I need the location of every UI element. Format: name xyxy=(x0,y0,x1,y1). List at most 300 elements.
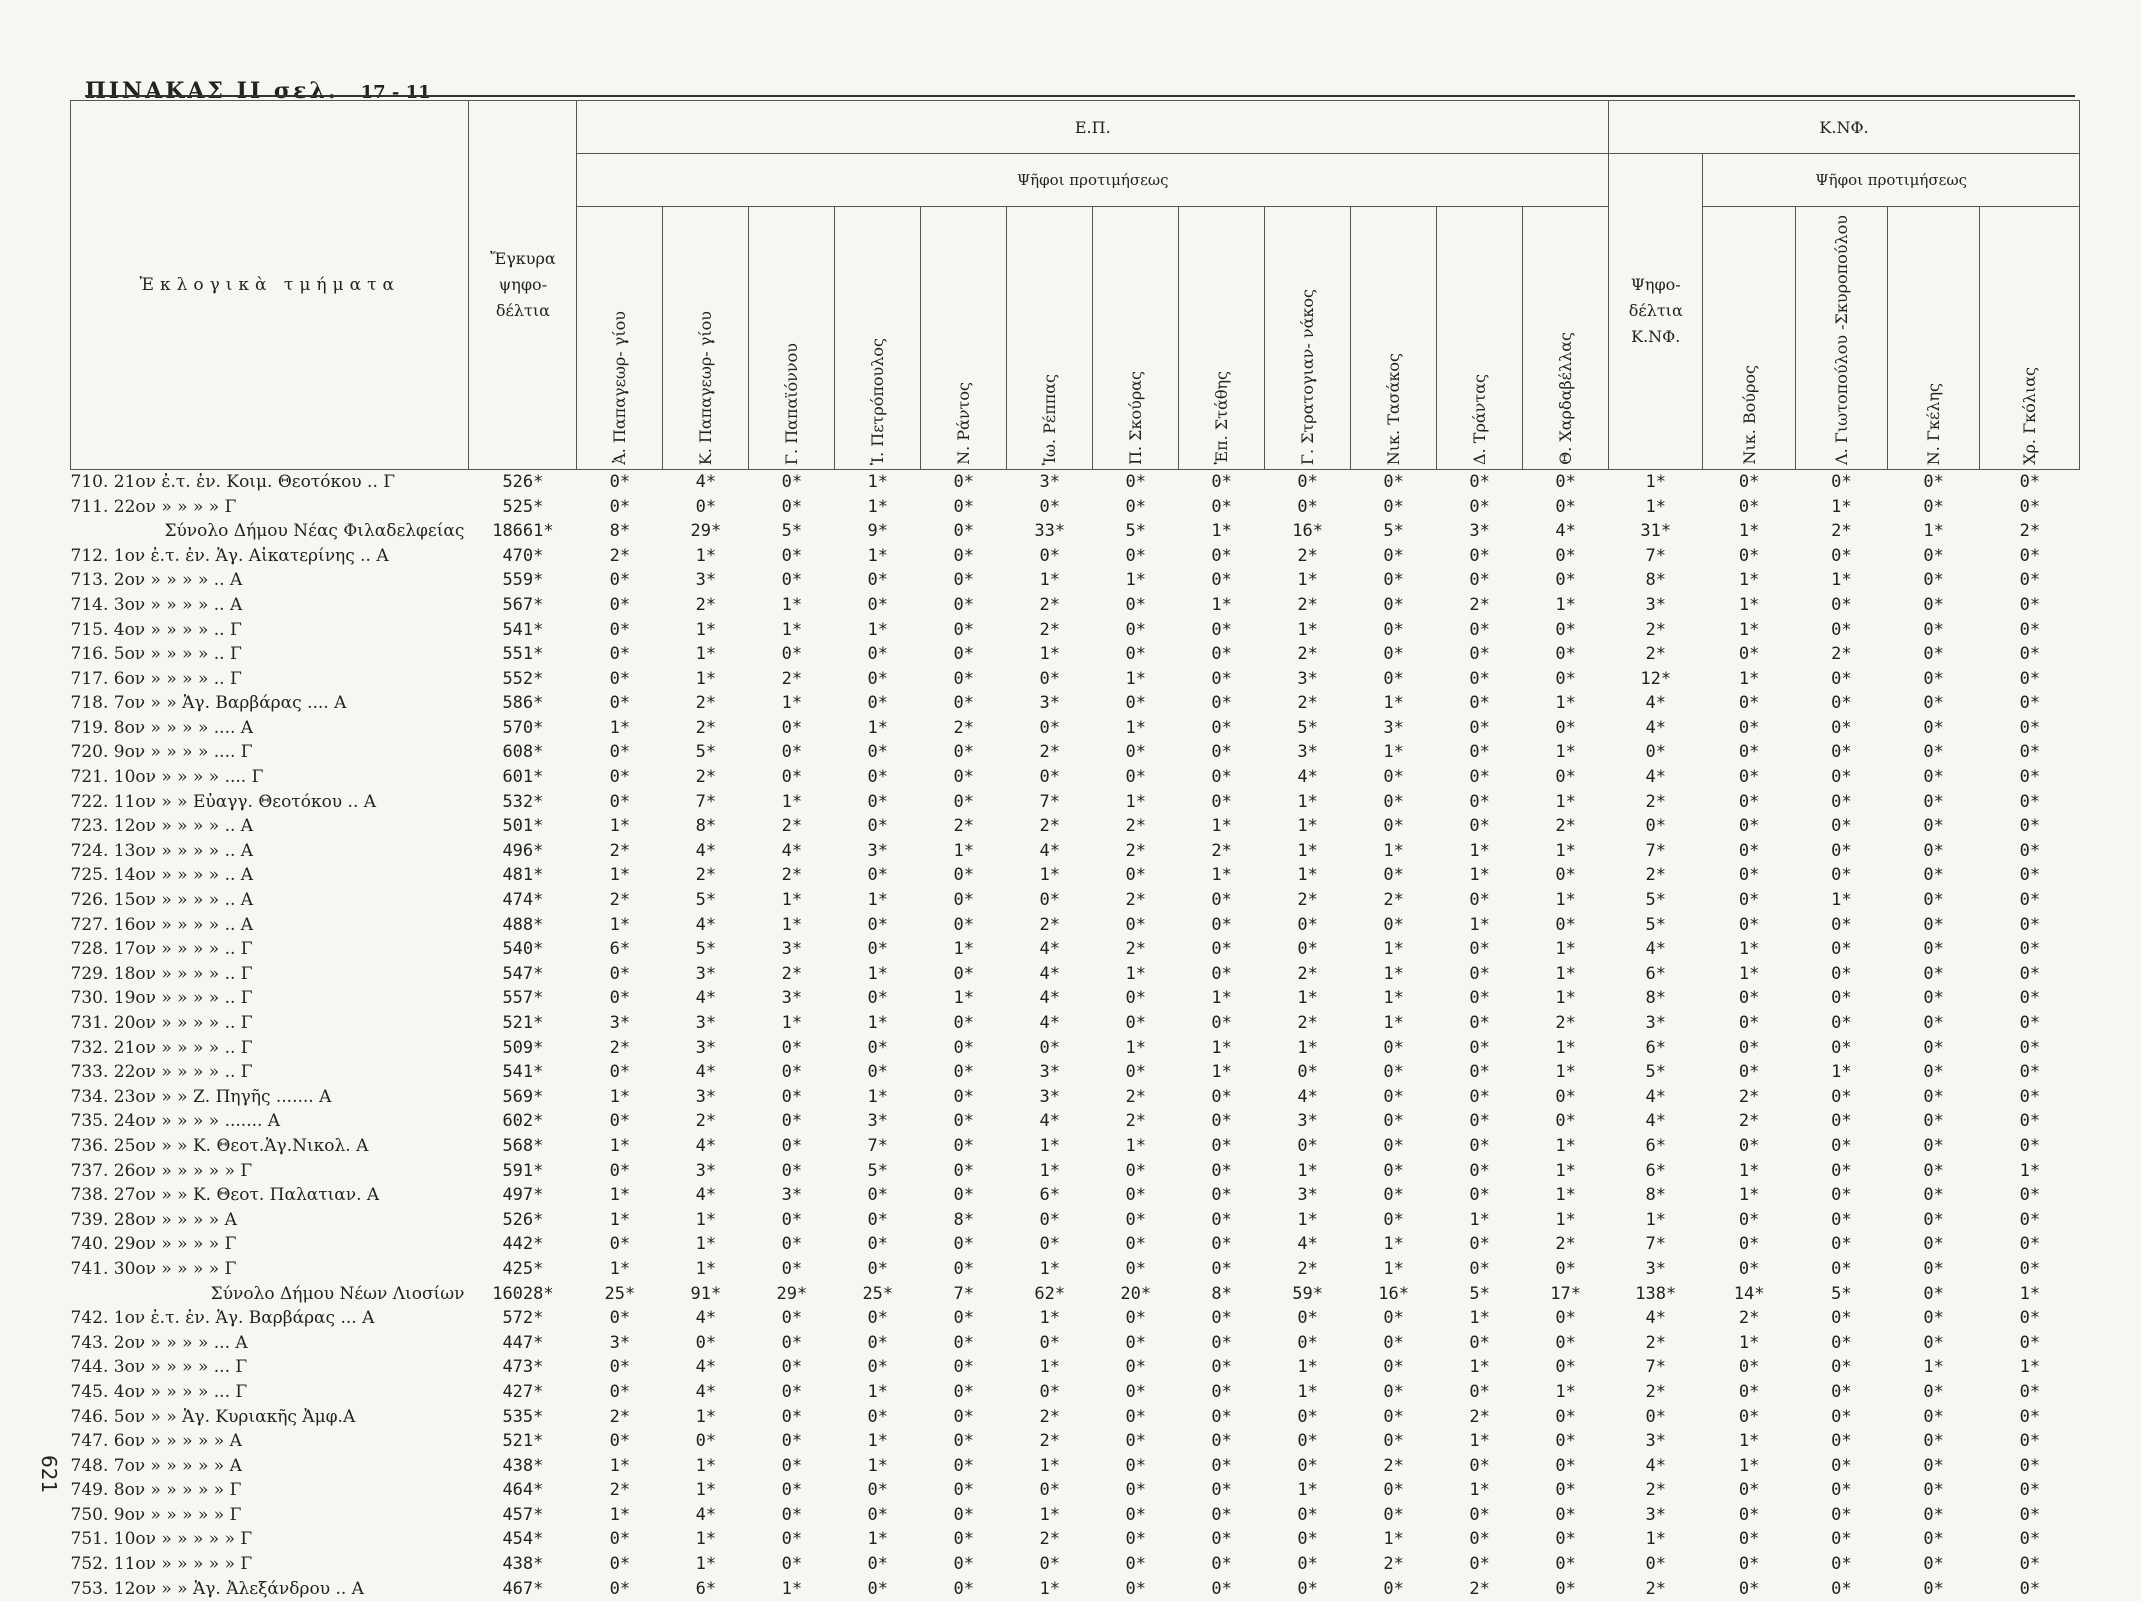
section-label: Σύνολο Δήμου Νέων Λιοσίων xyxy=(210,1283,465,1304)
vote-cell: 0* xyxy=(867,1209,889,1230)
table-row xyxy=(71,1109,2080,1134)
vote-cell: 1* xyxy=(867,1529,889,1550)
ep-candidate-header: Ἰ. Πετρόπουλος xyxy=(835,207,921,470)
vote-cell: 0* xyxy=(2019,1455,2041,1476)
kf-ballots-cell: 1* xyxy=(1645,1209,1667,1230)
vote-cell: 1* xyxy=(1297,865,1318,886)
vote-cell: 0* xyxy=(1738,1135,1760,1156)
vote-cell: 1* xyxy=(781,693,803,714)
vote-cell: 0* xyxy=(867,1554,889,1575)
table-row xyxy=(71,691,2080,716)
vote-cell: 0* xyxy=(1923,668,1944,689)
vote-cell: 1* xyxy=(1555,742,1576,763)
kf-ballots-cell: 3* xyxy=(1645,1258,1667,1279)
vote-cell: 0* xyxy=(1125,914,1146,935)
vote-cell: 0* xyxy=(867,767,889,788)
valid-ballots-cell: 525* xyxy=(502,496,544,517)
vote-cell: 0* xyxy=(1738,840,1760,861)
vote-cell: 1* xyxy=(781,619,803,640)
vote-cell: 0* xyxy=(1831,1111,1852,1132)
vote-cell: 0* xyxy=(867,865,889,886)
table-row xyxy=(71,937,2080,962)
kf-ballots-cell: 4* xyxy=(1645,767,1667,788)
vote-cell: 0* xyxy=(1923,1381,1944,1402)
vote-cell: 0* xyxy=(1831,914,1852,935)
vote-cell: 0* xyxy=(1923,816,1944,837)
vote-cell: 0* xyxy=(1383,791,1404,812)
section-label: 717. 6ον » » » » .. Γ xyxy=(70,668,242,689)
valid-ballots-cell: 601* xyxy=(502,767,544,788)
section-label: 747. 6ον » » » » » Α xyxy=(70,1431,242,1452)
subtotal-row xyxy=(71,519,2080,544)
section-label: 741. 30ον » » » » Γ xyxy=(70,1258,237,1279)
vote-cell: 0* xyxy=(781,1529,803,1550)
kf-ballots-cell: 31* xyxy=(1640,521,1672,542)
vote-cell: 0* xyxy=(1125,1013,1146,1034)
vote-cell: 1* xyxy=(867,619,889,640)
vote-cell: 0* xyxy=(1125,1258,1146,1279)
vote-cell: 0* xyxy=(1831,1037,1852,1058)
vote-cell: 0* xyxy=(1831,1357,1852,1378)
vote-cell: 0* xyxy=(1469,471,1490,492)
vote-cell: 1* xyxy=(1555,939,1576,960)
vote-cell: 8* xyxy=(953,1209,974,1230)
vote-cell: 0* xyxy=(953,1308,974,1329)
vote-cell: 0* xyxy=(1039,668,1060,689)
valid-ballots-cell: 521* xyxy=(502,1013,544,1034)
vote-cell: 0* xyxy=(1923,1135,1944,1156)
vote-cell: 3* xyxy=(1039,1086,1060,1107)
vote-cell: 6* xyxy=(695,1578,717,1599)
vote-cell: 0* xyxy=(867,1406,889,1427)
vote-cell: 0* xyxy=(1383,1037,1404,1058)
vote-cell: 0* xyxy=(867,1037,889,1058)
vote-cell: 29* xyxy=(690,521,722,542)
section-label: 727. 16ον » » » » .. Α xyxy=(70,914,254,935)
vote-cell: 2* xyxy=(1469,1406,1490,1427)
vote-cell: 0* xyxy=(1211,1086,1232,1107)
vote-cell: 0* xyxy=(1738,1357,1760,1378)
vote-cell: 0* xyxy=(1831,1332,1852,1353)
vote-cell: 0* xyxy=(1831,1381,1852,1402)
vote-cell: 0* xyxy=(1211,1480,1232,1501)
vote-cell: 1* xyxy=(609,914,631,935)
vote-cell: 1* xyxy=(1039,1504,1060,1525)
section-label: 743. 2ον » » » » ... Α xyxy=(70,1332,248,1353)
vote-cell: 0* xyxy=(1383,767,1404,788)
vote-cell: 1* xyxy=(1125,717,1146,738)
vote-cell: 0* xyxy=(1831,840,1852,861)
vote-cell: 0* xyxy=(781,1037,803,1058)
vote-cell: 0* xyxy=(1923,890,1944,911)
table-row xyxy=(71,1183,2080,1208)
vote-cell: 2* xyxy=(1297,644,1318,665)
vote-cell: 0* xyxy=(1297,1332,1318,1353)
vote-cell: 0* xyxy=(1297,1062,1318,1083)
ep-group-header: Ε.Π. xyxy=(577,101,1609,154)
vote-cell: 0* xyxy=(1738,1529,1760,1550)
vote-cell: 0* xyxy=(1923,1234,1944,1255)
vote-cell: 0* xyxy=(1831,939,1852,960)
vote-cell: 0* xyxy=(1383,1111,1404,1132)
section-label: 749. 8ον » » » » » Γ xyxy=(70,1480,242,1501)
vote-cell: 0* xyxy=(953,1381,974,1402)
kf-ballots-cell: 2* xyxy=(1645,644,1667,665)
kf-ballots-cell: 2* xyxy=(1645,1578,1667,1599)
vote-cell: 0* xyxy=(1383,594,1404,615)
kf-ballots-cell: 2* xyxy=(1645,1381,1667,1402)
vote-cell: 5* xyxy=(1297,717,1318,738)
vote-cell: 0* xyxy=(867,693,889,714)
table-row xyxy=(71,790,2080,815)
section-label: 726. 15ον » » » » .. Α xyxy=(70,890,254,911)
section-label: 719. 8ον » » » » .... Α xyxy=(70,717,254,738)
vote-cell: 1* xyxy=(867,1086,889,1107)
vote-cell: 0* xyxy=(781,1480,803,1501)
vote-cell: 0* xyxy=(2019,1258,2041,1279)
table-row xyxy=(71,667,2080,692)
vote-cell: 0* xyxy=(781,1209,803,1230)
vote-cell: 0* xyxy=(953,693,974,714)
vote-cell: 1* xyxy=(1923,1357,1944,1378)
section-label: 730. 19ον » » » » .. Γ xyxy=(70,988,253,1009)
vote-cell: 1* xyxy=(1211,865,1232,886)
kf-candidate-header: Νικ. Βούρος xyxy=(1703,207,1795,470)
valid-ballots-cell: 586* xyxy=(502,693,544,714)
vote-cell: 1* xyxy=(609,1258,631,1279)
section-label: 724. 13ον » » » » .. Α xyxy=(70,840,254,861)
table-row xyxy=(71,1306,2080,1331)
vote-cell: 1* xyxy=(1469,865,1490,886)
valid-ballots-cell: 551* xyxy=(502,644,544,665)
vote-cell: 0* xyxy=(781,1111,803,1132)
valid-ballots-cell: 16028* xyxy=(492,1283,554,1304)
vote-cell: 1* xyxy=(1555,791,1576,812)
vote-cell: 2* xyxy=(1383,1554,1404,1575)
vote-cell: 1* xyxy=(953,840,974,861)
vote-cell: 1* xyxy=(695,644,717,665)
vote-cell: 0* xyxy=(1211,1135,1232,1156)
vote-cell: 0* xyxy=(1383,1480,1404,1501)
vote-cell: 1* xyxy=(1211,594,1232,615)
vote-cell: 1* xyxy=(867,963,889,984)
vote-cell: 0* xyxy=(1738,545,1760,566)
vote-cell: 1* xyxy=(609,1209,631,1230)
vote-cell: 0* xyxy=(1831,545,1852,566)
vote-cell: 0* xyxy=(609,644,631,665)
kf-ballots-cell: 4* xyxy=(1645,939,1667,960)
vote-cell: 0* xyxy=(1923,1062,1944,1083)
vote-cell: 2* xyxy=(1555,1013,1576,1034)
vote-cell: 0* xyxy=(1297,1455,1318,1476)
vote-cell: 1* xyxy=(1555,1160,1576,1181)
vote-cell: 0* xyxy=(1125,644,1146,665)
vote-cell: 0* xyxy=(1211,693,1232,714)
vote-cell: 0* xyxy=(2019,594,2041,615)
vote-cell: 0* xyxy=(1383,1406,1404,1427)
vote-cell: 0* xyxy=(1211,619,1232,640)
table-row xyxy=(71,1257,2080,1282)
vote-cell: 0* xyxy=(1469,1332,1490,1353)
table-row xyxy=(71,1208,2080,1233)
vote-cell: 0* xyxy=(953,1160,974,1181)
ep-candidate-header: Ἰω. Ρέππας xyxy=(1007,207,1093,470)
vote-cell: 1* xyxy=(1383,1234,1404,1255)
vote-cell: 0* xyxy=(1555,644,1576,665)
vote-cell: 3* xyxy=(867,1111,889,1132)
vote-cell: 1* xyxy=(1555,1209,1576,1230)
vote-cell: 0* xyxy=(1469,1529,1490,1550)
ep-candidate-header: Ἀ. Παπαγεωρ- γίου xyxy=(577,207,663,470)
vote-cell: 0* xyxy=(1469,890,1490,911)
vote-cell: 0* xyxy=(1125,1185,1146,1206)
vote-cell: 0* xyxy=(1469,988,1490,1009)
vote-cell: 1* xyxy=(781,594,803,615)
vote-cell: 0* xyxy=(1383,668,1404,689)
vote-cell: 0* xyxy=(1555,1111,1576,1132)
vote-cell: 0* xyxy=(953,570,974,591)
vote-cell: 0* xyxy=(953,1504,974,1525)
vote-cell: 0* xyxy=(953,1086,974,1107)
vote-cell: 0* xyxy=(1738,791,1760,812)
section-label: 713. 2ον » » » » .. Α xyxy=(70,570,243,591)
vote-cell: 0* xyxy=(1211,1308,1232,1329)
vote-cell: 1* xyxy=(1738,1455,1760,1476)
vote-cell: 2* xyxy=(1039,1529,1060,1550)
kf-ballots-column-header: Ψηφο- δέλτια Κ.ΝΦ. xyxy=(1609,154,1703,470)
vote-cell: 0* xyxy=(953,1554,974,1575)
vote-cell: 0* xyxy=(609,1578,631,1599)
vote-cell: 2* xyxy=(1297,1258,1318,1279)
vote-cell: 0* xyxy=(867,988,889,1009)
vote-cell: 0* xyxy=(867,644,889,665)
vote-cell: 0* xyxy=(1738,717,1760,738)
vote-cell: 2* xyxy=(1469,1578,1490,1599)
vote-cell: 1* xyxy=(1297,1037,1318,1058)
vote-cell: 0* xyxy=(1469,1455,1490,1476)
vote-cell: 0* xyxy=(1738,471,1760,492)
vote-cell: 1* xyxy=(1738,619,1760,640)
vote-cell: 2* xyxy=(1125,939,1146,960)
vote-cell: 0* xyxy=(1555,1554,1576,1575)
vote-cell: 0* xyxy=(953,865,974,886)
vote-cell: 0* xyxy=(1125,865,1146,886)
vote-cell: 0* xyxy=(1555,668,1576,689)
vote-cell: 0* xyxy=(1555,1455,1576,1476)
vote-cell: 0* xyxy=(867,791,889,812)
valid-ballots-cell: 526* xyxy=(502,471,544,492)
vote-cell: 0* xyxy=(1125,1431,1146,1452)
vote-cell: 0* xyxy=(1125,1357,1146,1378)
vote-cell: 1* xyxy=(1469,1357,1490,1378)
valid-ballots-cell: 552* xyxy=(502,668,544,689)
vote-cell: 2* xyxy=(1125,840,1146,861)
vote-cell: 0* xyxy=(1831,1504,1852,1525)
vote-cell: 0* xyxy=(1039,717,1060,738)
vote-cell: 0* xyxy=(1555,1258,1576,1279)
vote-cell: 1* xyxy=(1469,1308,1490,1329)
vote-cell: 0* xyxy=(1831,1013,1852,1034)
section-label: 721. 10ον » » » » .... Γ xyxy=(70,767,264,788)
vote-cell: 0* xyxy=(2019,545,2041,566)
vote-cell: 7* xyxy=(695,791,717,812)
vote-cell: 1* xyxy=(1297,791,1318,812)
valid-ballots-cell: 454* xyxy=(502,1529,544,1550)
vote-cell: 1* xyxy=(1738,570,1760,591)
vote-cell: 0* xyxy=(1738,914,1760,935)
vote-cell: 0* xyxy=(1469,1062,1490,1083)
kf-ballots-cell: 2* xyxy=(1645,1480,1667,1501)
vote-cell: 0* xyxy=(867,1308,889,1329)
vote-cell: 3* xyxy=(1297,1111,1318,1132)
vote-cell: 0* xyxy=(1211,1381,1232,1402)
vote-cell: 0* xyxy=(953,496,974,517)
vote-cell: 4* xyxy=(1039,939,1060,960)
vote-cell: 0* xyxy=(2019,1480,2041,1501)
vote-cell: 0* xyxy=(1738,865,1760,886)
vote-cell: 2* xyxy=(1738,1111,1760,1132)
vote-cell: 1* xyxy=(1211,1037,1232,1058)
vote-cell: 1* xyxy=(867,1381,889,1402)
vote-cell: 0* xyxy=(1831,1209,1852,1230)
vote-cell: 2* xyxy=(1555,816,1576,837)
table-row xyxy=(71,568,2080,593)
valid-ballots-cell: 509* xyxy=(502,1037,544,1058)
table-row xyxy=(71,740,2080,765)
vote-cell: 0* xyxy=(1555,914,1576,935)
vote-cell: 0* xyxy=(1831,594,1852,615)
section-label: 737. 26ον » » » » » Γ xyxy=(70,1160,253,1181)
vote-cell: 0* xyxy=(1383,816,1404,837)
vote-cell: 2* xyxy=(609,890,631,911)
vote-cell: 1* xyxy=(1039,1455,1060,1476)
vote-cell: 2* xyxy=(1125,890,1146,911)
vote-cell: 0* xyxy=(1211,767,1232,788)
vote-cell: 0* xyxy=(953,963,974,984)
vote-cell: 1* xyxy=(1297,1209,1318,1230)
vote-cell: 0* xyxy=(1125,1381,1146,1402)
vote-cell: 0* xyxy=(609,693,631,714)
table-row xyxy=(71,863,2080,888)
vote-cell: 0* xyxy=(1211,1406,1232,1427)
vote-cell: 2* xyxy=(1383,890,1404,911)
vote-cell: 0* xyxy=(1738,1013,1760,1034)
vote-cell: 0* xyxy=(1297,496,1318,517)
vote-cell: 6* xyxy=(609,939,631,960)
vote-cell: 0* xyxy=(2019,840,2041,861)
vote-cell: 1* xyxy=(1039,1357,1060,1378)
vote-cell: 2* xyxy=(695,1111,717,1132)
vote-cell: 1* xyxy=(1039,570,1060,591)
section-label: 731. 20ον » » » » .. Γ xyxy=(70,1013,253,1034)
vote-cell: 1* xyxy=(1125,791,1146,812)
vote-cell: 1* xyxy=(1555,1381,1576,1402)
vote-cell: 0* xyxy=(781,1062,803,1083)
vote-cell: 1* xyxy=(1297,1381,1318,1402)
valid-ballots-cell: 570* xyxy=(502,717,544,738)
table-row xyxy=(71,1454,2080,1479)
vote-cell: 4* xyxy=(695,1357,717,1378)
vote-cell: 0* xyxy=(1211,939,1232,960)
vote-cell: 0* xyxy=(953,767,974,788)
vote-cell: 1* xyxy=(1039,644,1060,665)
section-label: 745. 4ον » » » » ... Γ xyxy=(70,1381,248,1402)
vote-cell: 5* xyxy=(867,1160,889,1181)
vote-cell: 0* xyxy=(1738,1234,1760,1255)
vote-cell: 0* xyxy=(1211,963,1232,984)
vote-cell: 0* xyxy=(1831,1086,1852,1107)
table-row xyxy=(71,913,2080,938)
section-label: 748. 7ον » » » » » Α xyxy=(70,1455,242,1476)
vote-cell: 0* xyxy=(2019,668,2041,689)
vote-cell: 0* xyxy=(867,1185,889,1206)
valid-ballots-cell: 427* xyxy=(502,1381,544,1402)
vote-cell: 0* xyxy=(1923,1037,1944,1058)
vote-cell: 0* xyxy=(781,742,803,763)
vote-cell: 1* xyxy=(781,890,803,911)
vote-cell: 0* xyxy=(953,668,974,689)
vote-cell: 2* xyxy=(1039,1431,1060,1452)
vote-cell: 4* xyxy=(695,471,717,492)
vote-cell: 0* xyxy=(1923,496,1944,517)
valid-ballots-cell: 473* xyxy=(502,1357,544,1378)
vote-cell: 3* xyxy=(695,1086,717,1107)
vote-cell: 1* xyxy=(1831,1062,1852,1083)
vote-cell: 0* xyxy=(953,1135,974,1156)
vote-cell: 0* xyxy=(2019,1554,2041,1575)
ep-candidate-header: Δ. Τράντας xyxy=(1437,207,1523,470)
vote-cell: 0* xyxy=(2019,1135,2041,1156)
kf-ballots-cell: 6* xyxy=(1645,963,1667,984)
vote-cell: 1* xyxy=(1555,1135,1576,1156)
vote-cell: 1* xyxy=(695,1209,717,1230)
vote-cell: 4* xyxy=(1297,767,1318,788)
vote-cell: 0* xyxy=(2019,1504,2041,1525)
vote-cell: 2* xyxy=(1125,1111,1146,1132)
vote-cell: 0* xyxy=(1211,668,1232,689)
vote-cell: 1* xyxy=(695,1258,717,1279)
vote-cell: 0* xyxy=(867,914,889,935)
vote-cell: 1* xyxy=(609,865,631,886)
vote-cell: 0* xyxy=(1469,1037,1490,1058)
vote-cell: 0* xyxy=(609,1160,631,1181)
kf-ballots-cell: 4* xyxy=(1645,1086,1667,1107)
vote-cell: 0* xyxy=(1383,1185,1404,1206)
vote-cell: 9* xyxy=(867,521,889,542)
kf-ballots-cell: 5* xyxy=(1645,914,1667,935)
vote-cell: 0* xyxy=(2019,890,2041,911)
vote-cell: 2* xyxy=(1469,594,1490,615)
vote-cell: 0* xyxy=(609,1529,631,1550)
vote-cell: 0* xyxy=(953,1234,974,1255)
vote-cell: 0* xyxy=(609,1381,631,1402)
vote-cell: 0* xyxy=(867,1480,889,1501)
vote-cell: 0* xyxy=(609,496,631,517)
vote-cell: 0* xyxy=(609,742,631,763)
ep-candidate-header: Θ. Χαρδαβέλλας xyxy=(1523,207,1609,470)
vote-cell: 0* xyxy=(1738,890,1760,911)
vote-cell: 0* xyxy=(1738,1554,1760,1575)
kf-ballots-cell: 3* xyxy=(1645,1013,1667,1034)
vote-cell: 0* xyxy=(1923,545,1944,566)
section-label: 740. 29ον » » » » Γ xyxy=(70,1234,237,1255)
vote-cell: 2* xyxy=(695,717,717,738)
vote-cell: 0* xyxy=(781,1455,803,1476)
vote-cell: 0* xyxy=(1383,545,1404,566)
kf-ballots-cell: 2* xyxy=(1645,791,1667,812)
vote-cell: 1* xyxy=(1383,988,1404,1009)
table-row xyxy=(71,839,2080,864)
